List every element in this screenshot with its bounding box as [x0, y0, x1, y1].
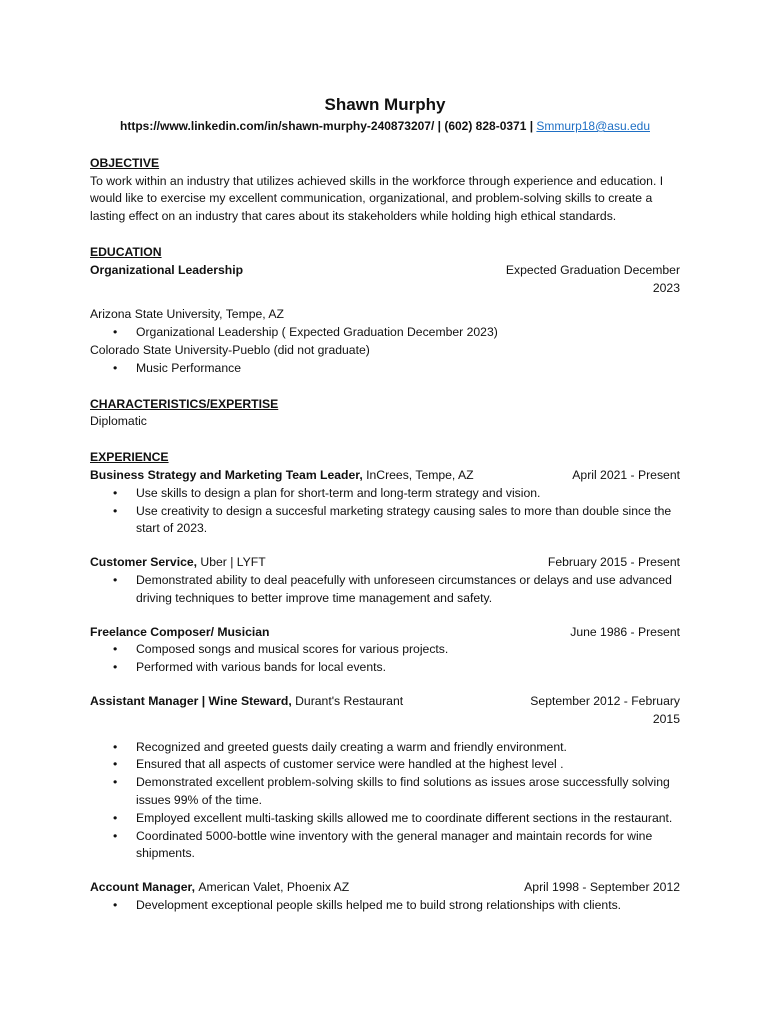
education-heading: EDUCATION	[90, 244, 162, 259]
job-role: Business Strategy and Marketing Team Leader,	[90, 467, 367, 482]
contact-line	[90, 118, 680, 136]
list-item: • Music Performance	[90, 360, 680, 378]
objective-text: To work within an industry that utilizes achieved skills in the workforce through experience and education. I would like to exercise my excellent communication, organizational, and problem-solving skills to create a lasting effect on an industry that cares about its stakeholders while holding high ethical standards.	[90, 173, 664, 224]
email-link[interactable]: Smmurp18@asu.edu	[536, 119, 650, 133]
job-role: Freelance Composer/ Musician	[90, 624, 270, 639]
bullet-icon: •	[113, 897, 118, 912]
job-increes	[90, 467, 680, 538]
list-item: • Recognized and greeted guests daily creating a warm and friendly environment.	[90, 739, 680, 757]
job-company: InCrees, Tempe, AZ	[366, 467, 474, 482]
education-csu-list	[90, 360, 680, 378]
bullet-icon: •	[113, 828, 118, 843]
bullet-icon: •	[113, 503, 118, 518]
bullet-icon: •	[113, 810, 118, 825]
resume-page	[90, 94, 680, 915]
bullet-icon: •	[113, 739, 118, 754]
list-item: • Development exceptional people skills helped me to build strong relationships with clients.	[90, 897, 680, 915]
job-dates: June 1986 - Present	[570, 624, 680, 639]
bullet-icon: •	[113, 485, 118, 500]
bullet-icon: •	[113, 360, 118, 375]
job-role: Customer Service,	[90, 555, 201, 570]
experience-heading: EXPERIENCE	[90, 450, 169, 465]
education-graduation: Expected Graduation December 2023	[505, 262, 680, 295]
characteristics-text: Diplomatic	[90, 414, 147, 429]
job-durants	[90, 693, 680, 863]
job-company: Durant's Restaurant	[295, 693, 404, 708]
characteristics-heading: CHARACTERISTICS/EXPERTISE	[90, 396, 279, 411]
job-american-valet	[90, 879, 680, 915]
job-role: Assistant Manager | Wine Steward,	[90, 693, 296, 708]
list-item: • Demonstrated excellent problem-solving skills to find solutions as issues arose successfully solving issues 99% of the time.	[113, 775, 670, 807]
bullet-icon: •	[113, 757, 118, 772]
candidate-name: Shawn Murphy	[324, 95, 446, 114]
job-company: American Valet, Phoenix AZ	[198, 880, 350, 895]
job-role: Account Manager,	[90, 880, 199, 895]
list-item: • Employed excellent multi-tasking skills allowed me to coordinate different sections in the restaurant.	[90, 810, 680, 828]
list-item: • Performed with various bands for local events.	[90, 659, 680, 677]
job-company: Uber | LYFT	[200, 555, 266, 570]
bullet-icon: •	[113, 325, 118, 340]
education-school-asu: Arizona State University, Tempe, AZ	[90, 307, 284, 322]
education-degree-row	[90, 262, 680, 298]
list-item: • Ensured that all aspects of customer service were handled at the highest level .	[90, 756, 680, 774]
list-item: • Composed songs and musical scores for various projects.	[90, 641, 680, 659]
list-item: • Use creativity to design a succesful marketing strategy causing sales to more than double since the start of 2023.	[113, 503, 672, 536]
bullet-icon: •	[113, 775, 118, 790]
education-school-csu: Colorado State University-Pueblo (did not graduate)	[90, 342, 370, 357]
job-dates: April 2021 - Present	[572, 467, 680, 482]
list-item: • Demonstrated ability to deal peacefully with unforeseen circumstances or delays and use advanced driving techniques to better improve time management and safety.	[113, 572, 672, 605]
bullet-icon: •	[113, 572, 118, 587]
job-dates: September 2012 - February 2015	[530, 693, 680, 726]
objective-heading: OBJECTIVE	[90, 155, 160, 170]
contact-details: https://www.linkedin.com/in/shawn-murphy-240873207/ | (602) 828-0371 |	[120, 119, 537, 133]
education-degree: Organizational Leadership	[90, 262, 244, 277]
list-item: • Organizational Leadership ( Expected Graduation December 2023)	[90, 324, 680, 342]
list-item: • Use skills to design a plan for short-term and long-term strategy and vision.	[90, 485, 680, 503]
job-dates: February 2015 - Present	[547, 555, 680, 570]
bullet-icon: •	[113, 642, 118, 657]
job-uber-lyft	[90, 554, 680, 607]
bullet-icon: •	[113, 660, 118, 675]
job-composer	[90, 624, 680, 677]
education-asu-list	[90, 324, 680, 342]
job-dates: April 1998 - September 2012	[524, 880, 680, 895]
list-item: • Coordinated 5000-bottle wine inventory with the general manager and maintain records for wine shipments.	[113, 828, 653, 861]
